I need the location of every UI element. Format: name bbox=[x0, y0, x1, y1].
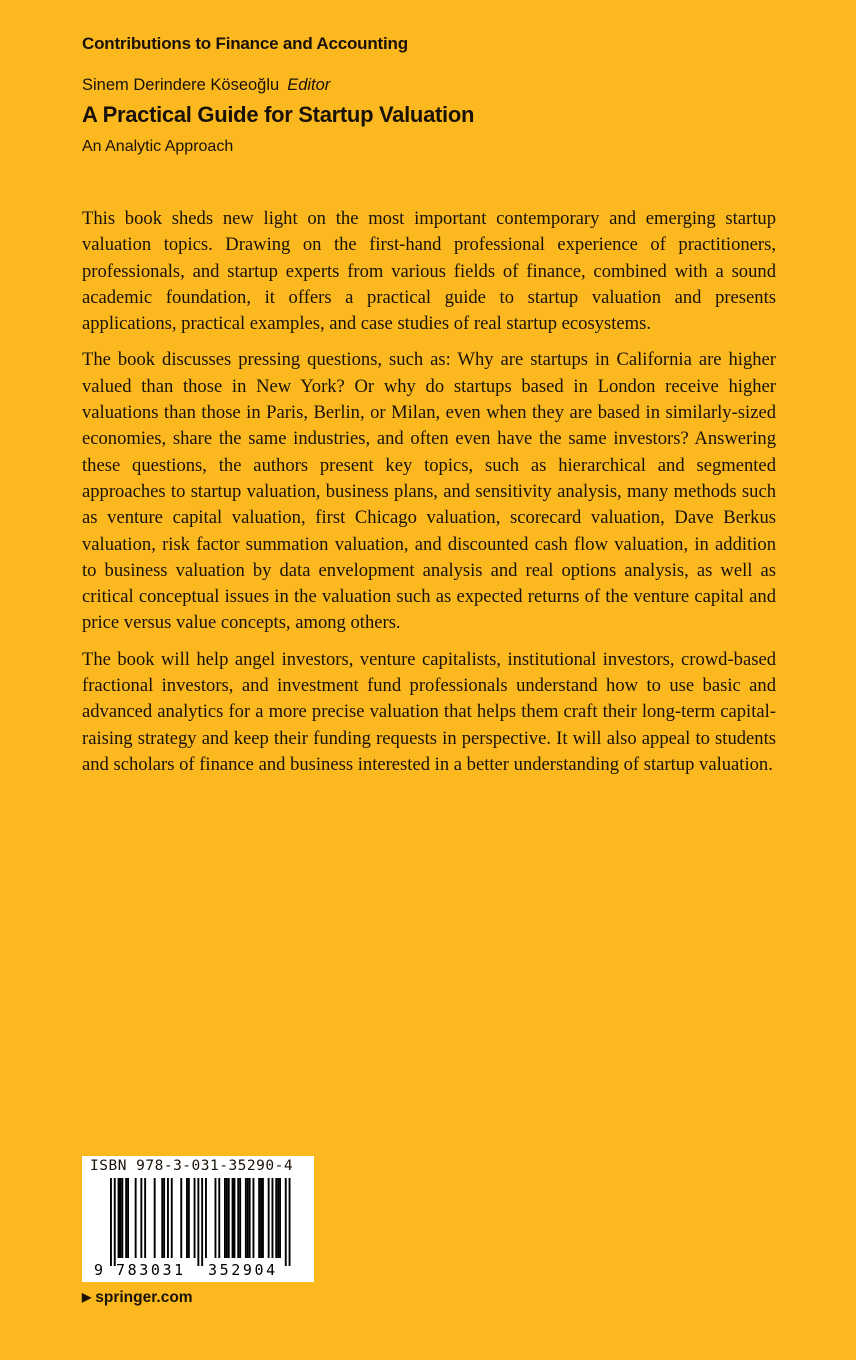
barcode-left-digits: 783031 bbox=[116, 1261, 186, 1279]
barcode-bar bbox=[228, 1178, 230, 1258]
publisher-link[interactable] bbox=[82, 1289, 193, 1307]
barcode-bar bbox=[154, 1178, 156, 1258]
blurb-paragraph: The book will help angel investors, venture capitalists, institutional investors, crowd-based fractional investors, and investment fund professionals understand how to use basic and advanced analytics for a more precise valuation that helps them craft their long-term capital-raising strategy and keep their funding requests in perspective. It will also appeal to students and scholars of finance and business interested in a better understanding of startup valuation. bbox=[82, 648, 776, 775]
barcode-bar bbox=[161, 1178, 163, 1258]
barcode-bar bbox=[277, 1178, 279, 1258]
barcode-bar bbox=[253, 1178, 255, 1258]
barcode-right-digits: 352904 bbox=[208, 1261, 278, 1279]
barcode-bar bbox=[188, 1178, 190, 1258]
barcode-bar bbox=[110, 1178, 112, 1266]
editor-line bbox=[82, 76, 330, 95]
barcode-bar bbox=[135, 1178, 137, 1258]
barcode-bar bbox=[205, 1178, 207, 1258]
isbn-barcode bbox=[82, 1156, 314, 1282]
barcode-bars bbox=[110, 1178, 291, 1266]
barcode-bar bbox=[218, 1178, 220, 1258]
barcode-bar bbox=[272, 1178, 274, 1258]
barcode-bar bbox=[245, 1178, 247, 1258]
blurb-paragraph: This book sheds new light on the most important contemporary and emerging startup valuation topics. Drawing on the first-hand professional experience of practitioners, professionals, and startup experts from various fields of finance, combined with a sound academic foundation, it offers a practical guide to startup valuation and presents applications, practical examples, and case studies of real startup ecosystems. bbox=[82, 208, 776, 335]
barcode-bar bbox=[285, 1178, 287, 1266]
barcode-bar bbox=[171, 1178, 173, 1258]
play-arrow-icon: ▶ bbox=[82, 1290, 92, 1304]
barcode-bar bbox=[114, 1178, 116, 1266]
barcode-bar bbox=[180, 1178, 182, 1258]
blurb-paragraph: The book discusses pressing questions, such as: Why are startups in California are higher valued than those in New York? Or why do startups based in London receive higher valuations than those in Paris, Berlin, or Milan, even when they are based in similarly-sized economies, share the same industries, and often even have the same investors? Answering these questions, the authors present key topics, such as hierarchical and segmented approaches to startup valuation, business plans, and sensitivity analysis, many methods such as venture capital valuation, first Chicago valuation, scorecard valuation, Dave Berkus valuation, risk factor summation valuation, and discounted cash flow valuation, in addition to business valuation by data envelopment analysis and real options analysis, as well as critical conceptual issues in the valuation such as expected returns of the venture capital and price versus value concepts, among others. bbox=[82, 349, 776, 634]
barcode-bar bbox=[237, 1178, 239, 1258]
isbn-label: ISBN 978-3-031-35290-4 bbox=[90, 1158, 294, 1174]
barcode-bar bbox=[194, 1178, 196, 1258]
publisher-link-text[interactable]: springer.com bbox=[95, 1289, 193, 1306]
barcode-bar bbox=[260, 1178, 262, 1258]
barcode-bar bbox=[186, 1178, 188, 1258]
series-title: Contributions to Finance and Accounting bbox=[82, 34, 408, 53]
barcode-bar bbox=[234, 1178, 236, 1258]
barcode-bar bbox=[140, 1178, 142, 1258]
barcode-bar bbox=[258, 1178, 260, 1258]
barcode-lead-digit: 9 bbox=[94, 1261, 104, 1279]
barcode-bar bbox=[201, 1178, 203, 1266]
barcode-bar bbox=[120, 1178, 122, 1258]
barcode-bar bbox=[127, 1178, 129, 1258]
barcode-bar bbox=[167, 1178, 169, 1258]
barcode-bar bbox=[144, 1178, 146, 1258]
barcode-bar bbox=[232, 1178, 234, 1258]
barcode-bar bbox=[249, 1178, 251, 1258]
book-subtitle: An Analytic Approach bbox=[82, 138, 234, 155]
barcode-bar bbox=[279, 1178, 281, 1258]
barcode-bar bbox=[163, 1178, 165, 1258]
back-cover-blurb bbox=[82, 206, 776, 788]
barcode-bar bbox=[121, 1178, 123, 1258]
barcode-bar bbox=[118, 1178, 120, 1258]
barcode-bar bbox=[289, 1178, 291, 1266]
barcode-bar bbox=[215, 1178, 217, 1258]
editor-role: Editor bbox=[287, 76, 331, 94]
barcode-bar bbox=[275, 1178, 277, 1258]
barcode-bar bbox=[226, 1178, 228, 1258]
barcode-bar bbox=[239, 1178, 241, 1258]
barcode-bar bbox=[268, 1178, 270, 1258]
barcode-graphic bbox=[82, 1156, 314, 1282]
editor-name: Sinem Derindere Köseoğlu bbox=[82, 76, 280, 94]
book-title: A Practical Guide for Startup Valuation bbox=[82, 102, 475, 127]
barcode-bar bbox=[247, 1178, 249, 1258]
barcode-bar bbox=[224, 1178, 226, 1258]
barcode-bar bbox=[197, 1178, 199, 1266]
barcode-bar bbox=[125, 1178, 127, 1258]
barcode-bar bbox=[262, 1178, 264, 1258]
